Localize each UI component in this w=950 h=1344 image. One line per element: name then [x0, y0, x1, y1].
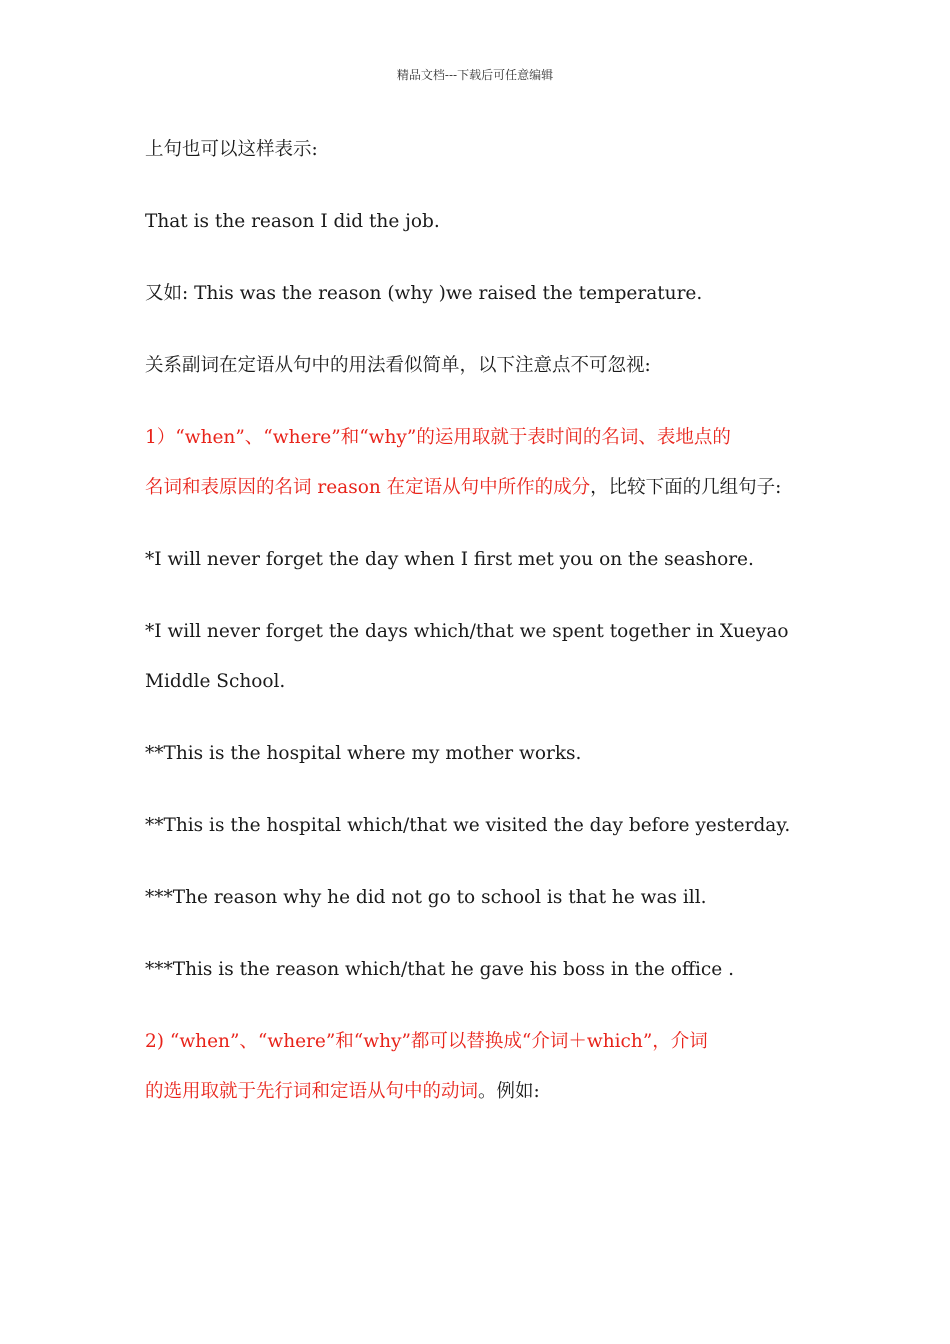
mixed-line — [145, 476, 781, 500]
paragraph-line: 又如: This was the reason (why )we raised the temperature. — [145, 283, 703, 304]
paragraph-line: 关系副词在定语从句中的用法看似简单，以下注意点不可忽视: — [145, 355, 651, 376]
paragraph-line: 上句也可以这样表示: — [145, 139, 318, 160]
example-sentence: **This is the hospital where my mother works. — [145, 743, 582, 764]
example-sentence: ***The reason why he did not go to school is that he was ill. — [145, 887, 707, 908]
example-sentence: *I will never forget the day when I first met you on the seashore. — [145, 549, 754, 570]
example-sentence: ***This is the reason which/that he gave his boss in the office . — [145, 959, 734, 980]
example-sentence: **This is the hospital which/that we visited the day before yesterday. — [145, 815, 791, 836]
normal-span: 。例如: — [478, 1081, 540, 1102]
mixed-line — [145, 1080, 540, 1104]
highlighted-span: 名词和表原因的名词 reason 在定语从句中所作的成分 — [145, 477, 591, 498]
paragraph-line: That is the reason I did the job. — [145, 211, 440, 232]
example-sentence-continued: Middle School. — [145, 671, 286, 692]
page-header: 精品文档---下载后可任意编辑 — [396, 68, 554, 82]
normal-span: ，比较下面的几组句子: — [590, 477, 782, 498]
highlighted-span: 的选用取就于先行词和定语从句中的动词 — [145, 1081, 479, 1102]
highlighted-line: 2) “when”、“where”和“why”都可以替换成“介词＋which”，介词 — [145, 1031, 708, 1052]
example-sentence: *I will never forget the days which/that we spent together in Xueyao — [145, 621, 789, 642]
highlighted-line: 1）“when”、“where”和“why”的运用取就于表时间的名词、表地点的 — [145, 427, 731, 448]
